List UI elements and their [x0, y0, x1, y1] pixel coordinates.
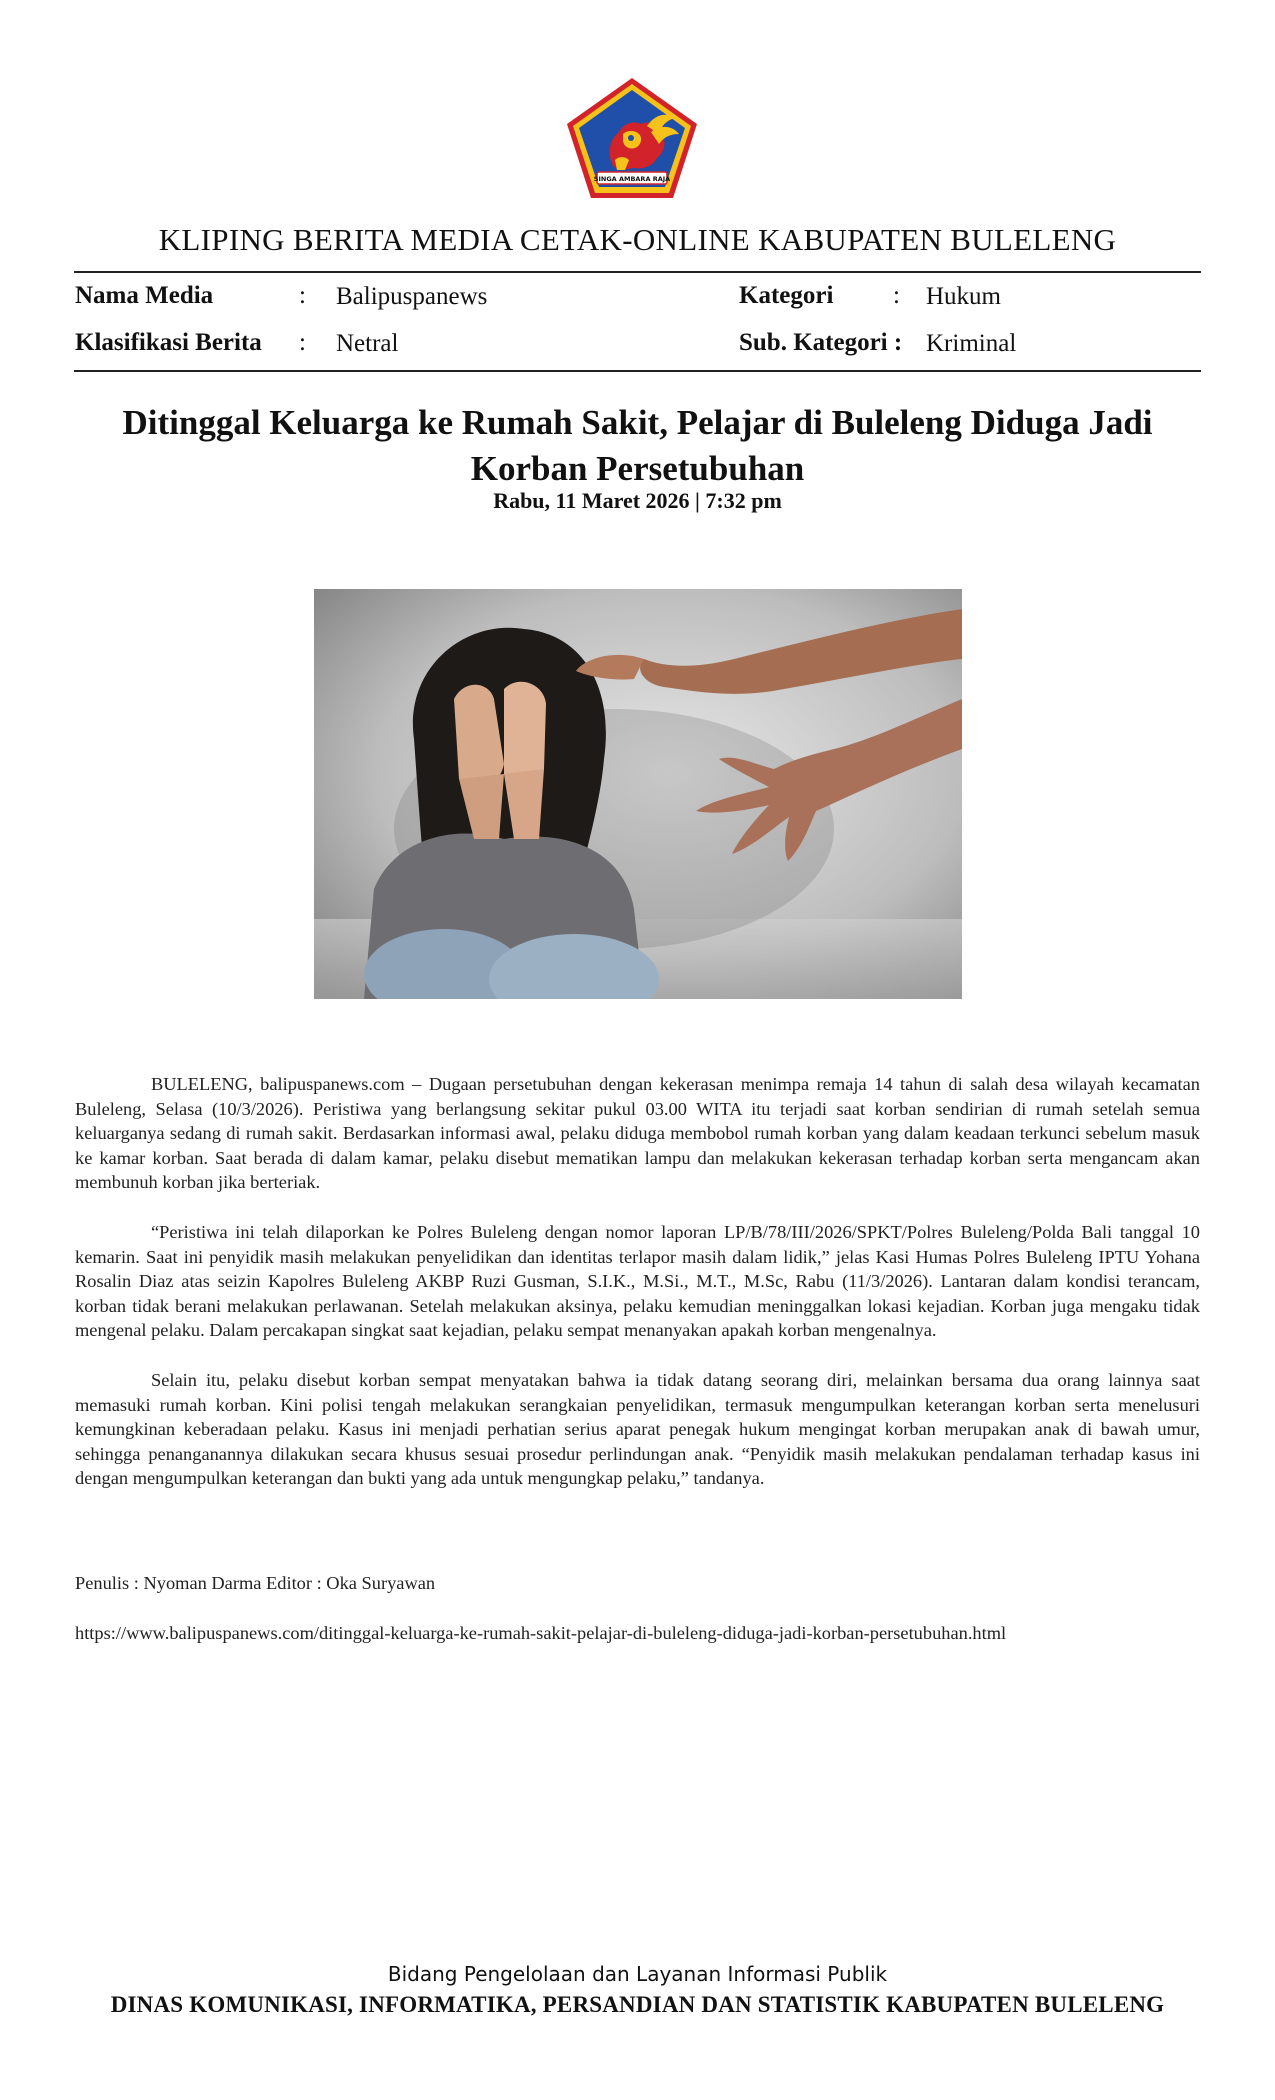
article-body	[75, 1072, 1200, 1516]
logo-motto-text: SINGA AMBARA RAJA	[593, 175, 671, 183]
sub-kategori-value: Kriminal	[926, 330, 1017, 357]
article-source-url: https://www.balipuspanews.com/ditinggal-keluarga-ke-rumah-sakit-pelajar-di-buleleng-diduga-jadi-korban-persetubuhan.html	[75, 1623, 1007, 1643]
article-date: Rabu, 11 Maret 2026 | 7:32 pm	[493, 488, 782, 513]
document-header-title: KLIPING BERITA MEDIA CETAK-ONLINE KABUPATEN BULELENG	[158, 222, 1117, 257]
footer-department-line: Bidang Pengelolaan dan Layanan Informasi Publik	[387, 1962, 888, 1986]
footer-agency-line: DINAS KOMUNIKASI, INFORMATIKA, PERSANDIAN DAN STATISTIK KABUPATEN BULELENG	[110, 1992, 1165, 2017]
article-photo	[314, 589, 962, 999]
nama-media-label: Nama Media	[75, 282, 214, 309]
article-headline: Ditinggal Keluarga ke Rumah Sakit, Pelajar di Buleleng Diduga Jadi Korban Persetubuhan	[122, 403, 1153, 488]
nama-media-value: Balipuspanews	[336, 283, 488, 310]
klasifikasi-berita-value: Netral	[336, 330, 399, 357]
nama-media-colon: :	[299, 282, 306, 309]
article-paragraph-1: BULELENG, balipuspanews.com – Dugaan persetubuhan dengan kekerasan menimpa remaja 14 tahun di salah desa wilayah kecamatan Buleleng, Selasa (10/3/2026). Peristiwa yang berlangsung sekitar pukul 03.00 WITA itu terjadi saat korban sendirian di rumah setelah semua keluarganya sedang di rumah sakit. Berdasarkan informasi awal, pelaku diduga membobol rumah korban yang dalam keadaan terkunci sebelum masuk ke kamar korban. Saat berada di dalam kamar, pelaku disebut mematikan lampu dan melakukan kekerasan terhadap korban serta mengancam akan membunuh korban jika berteriak.	[75, 1074, 1200, 1193]
article-credits: Penulis : Nyoman Darma Editor : Oka Suryawan	[75, 1573, 436, 1593]
article-paragraph-3: Selain itu, pelaku disebut korban sempat menyatakan bahwa ia tidak datang seorang diri, melainkan bersama dua orang lainnya saat memasuki rumah korban. Kini polisi tengah melakukan serangkaian penyelidikan, termasuk mengumpulkan keterangan korban serta menelusuri kemungkinan keberadaan pelaku. Kasus ini menjadi perhatian serius aparat penegak hukum mengingat korban merupakan anak di bawah umur, sehingga penanganannya dilakukan secara khusus sesuai prosedur perlindungan anak. “Penyidik masih melakukan pendalaman terhadap kasus ini dengan mengumpulkan keterangan dan bukti yang ada untuk mengungkap pelaku,” tandanya.	[75, 1369, 1200, 1489]
article-paragraph-2: “Peristiwa ini telah dilaporkan ke Polres Buleleng dengan nomor laporan LP/B/78/III/2026/SPKT/Polres Buleleng/Polda Bali tanggal 10 kemarin. Saat ini penyidik masih melakukan penyelidikan dan identitas terlapor masih dalam lidik,” jelas Kasi Humas Polres Buleleng IPTU Yohana Rosalin Diaz atas seizin Kapolres Buleleng AKBP Ruzi Gusman, S.I.K., M.Si., M.T., M.Sc, Rabu (11/3/2026). Lantaran dalam kondisi terancam, korban tidak berani melakukan perlawanan. Setelah melakukan aksinya, pelaku kemudian meninggalkan lokasi kejadian. Korban juga mengaku tidak mengenal pelaku. Dalam percakapan singkat saat kejadian, pelaku sempat menanyakan apakah korban mengenalnya.	[75, 1221, 1200, 1341]
klasifikasi-berita-colon: :	[299, 329, 306, 356]
kabupaten-buleleng-logo	[563, 74, 701, 202]
kategori-label: Kategori	[739, 282, 834, 309]
header-bottom-rule	[74, 370, 1201, 372]
sub-kategori-label: Sub. Kategori :	[739, 329, 903, 356]
header-top-rule	[74, 271, 1201, 273]
kategori-colon: :	[893, 282, 900, 309]
kategori-value: Hukum	[926, 283, 1001, 310]
klasifikasi-berita-label: Klasifikasi Berita	[75, 329, 262, 356]
